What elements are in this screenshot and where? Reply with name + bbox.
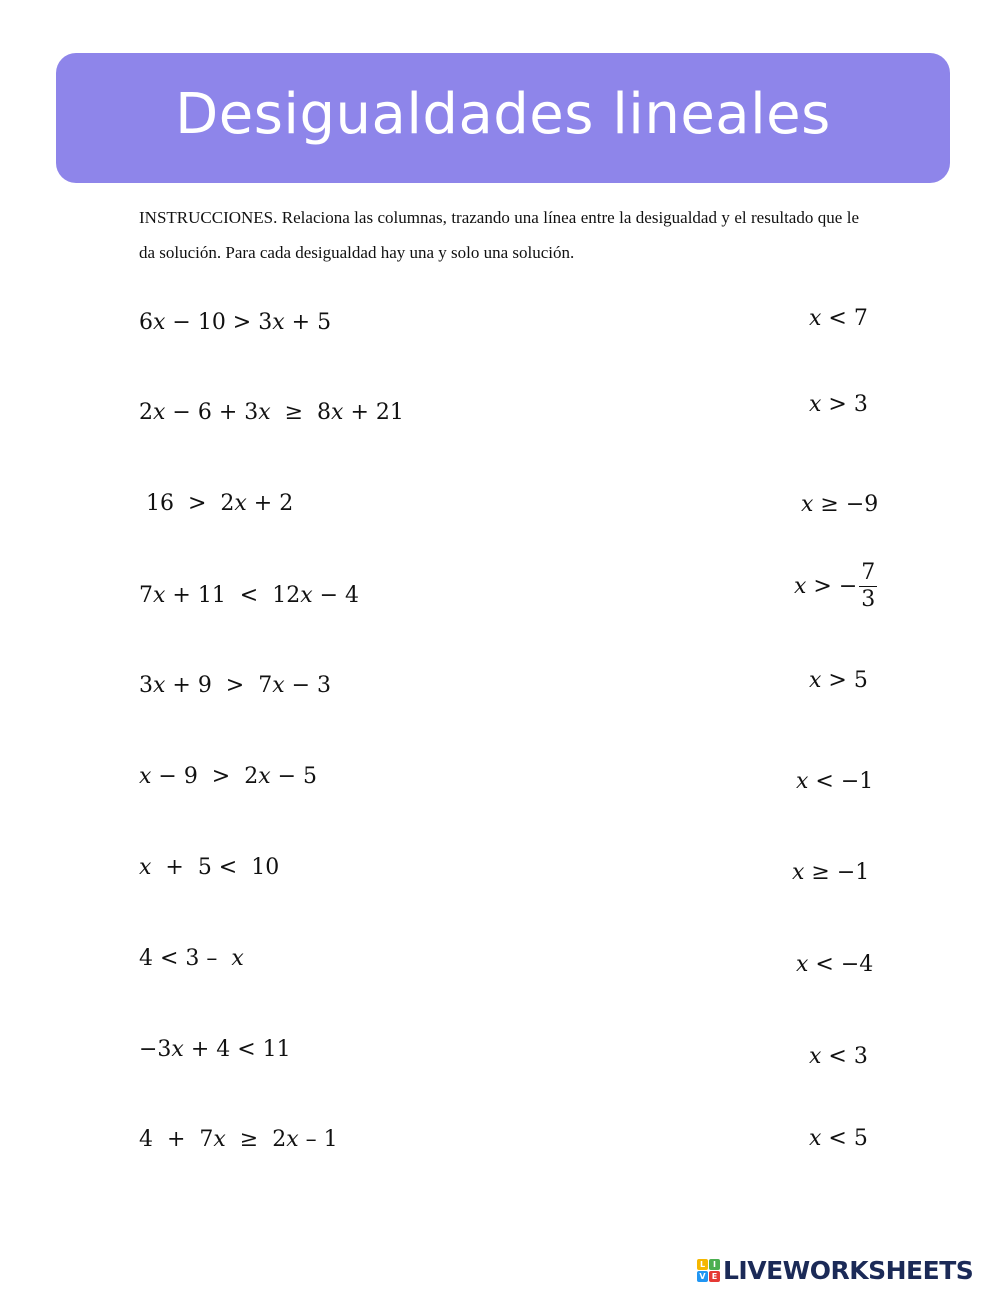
solution-5: 𝑥 > 5: [809, 668, 868, 693]
page-title: Desigualdades lineales: [175, 81, 831, 147]
inequality-8: 4 < 3 – 𝑥: [139, 946, 244, 971]
logo-text: LIVEWORKSHEETS: [723, 1255, 974, 1285]
inequality-6: 𝑥 − 9 > 2𝑥 − 5: [139, 764, 318, 789]
liveworksheets-logo: [697, 1255, 973, 1285]
logo-mark-e: E: [709, 1271, 720, 1282]
solution-6: 𝑥 < −1: [796, 769, 874, 794]
solution-2: 𝑥 > 3: [809, 392, 868, 417]
logo-mark-v: V: [697, 1271, 708, 1282]
instructions-text: INSTRUCCIONES. Relaciona las columnas, trazando una línea entre la desigualdad y el resultado que le da solución. Para cada desigualdad hay una y solo una solución.: [139, 208, 859, 262]
solution-4-prefix: 𝑥 > −: [794, 573, 858, 599]
inequality-9: −3𝑥 + 4 < 11: [139, 1037, 291, 1062]
solution-9: 𝑥 < 3: [809, 1044, 868, 1069]
solution-4-fraction: [859, 560, 877, 613]
solution-8: 𝑥 < −4: [796, 952, 874, 977]
inequality-3: 16 > 2𝑥 + 2: [139, 491, 294, 516]
fraction-numerator: 7: [861, 560, 876, 585]
inequality-10: 4 + 7𝑥 ≥ 2𝑥 – 1: [139, 1127, 338, 1152]
solution-4: [794, 560, 877, 613]
inequality-5: 3𝑥 + 9 > 7𝑥 − 3: [139, 673, 332, 698]
fraction-denominator: 3: [861, 587, 876, 612]
logo-mark-i: I: [709, 1259, 720, 1270]
inequality-2: 2𝑥 − 6 + 3𝑥 ≥ 8𝑥 + 21: [139, 400, 404, 425]
title-banner: [56, 53, 950, 183]
solution-10: 𝑥 < 5: [809, 1126, 868, 1151]
inequality-7: 𝑥 + 5 < 10: [139, 855, 280, 880]
solution-1: 𝑥 < 7: [809, 306, 868, 331]
inequality-1: 6𝑥 − 10 > 3𝑥 + 5: [139, 310, 332, 335]
logo-mark-l: L: [697, 1259, 708, 1270]
solution-3: 𝑥 ≥ −9: [801, 492, 879, 517]
solution-7: 𝑥 ≥ −1: [792, 860, 870, 885]
liveworksheets-logo-icon: [697, 1259, 720, 1282]
inequality-4: 7𝑥 + 11 < 12𝑥 − 4: [139, 583, 360, 608]
